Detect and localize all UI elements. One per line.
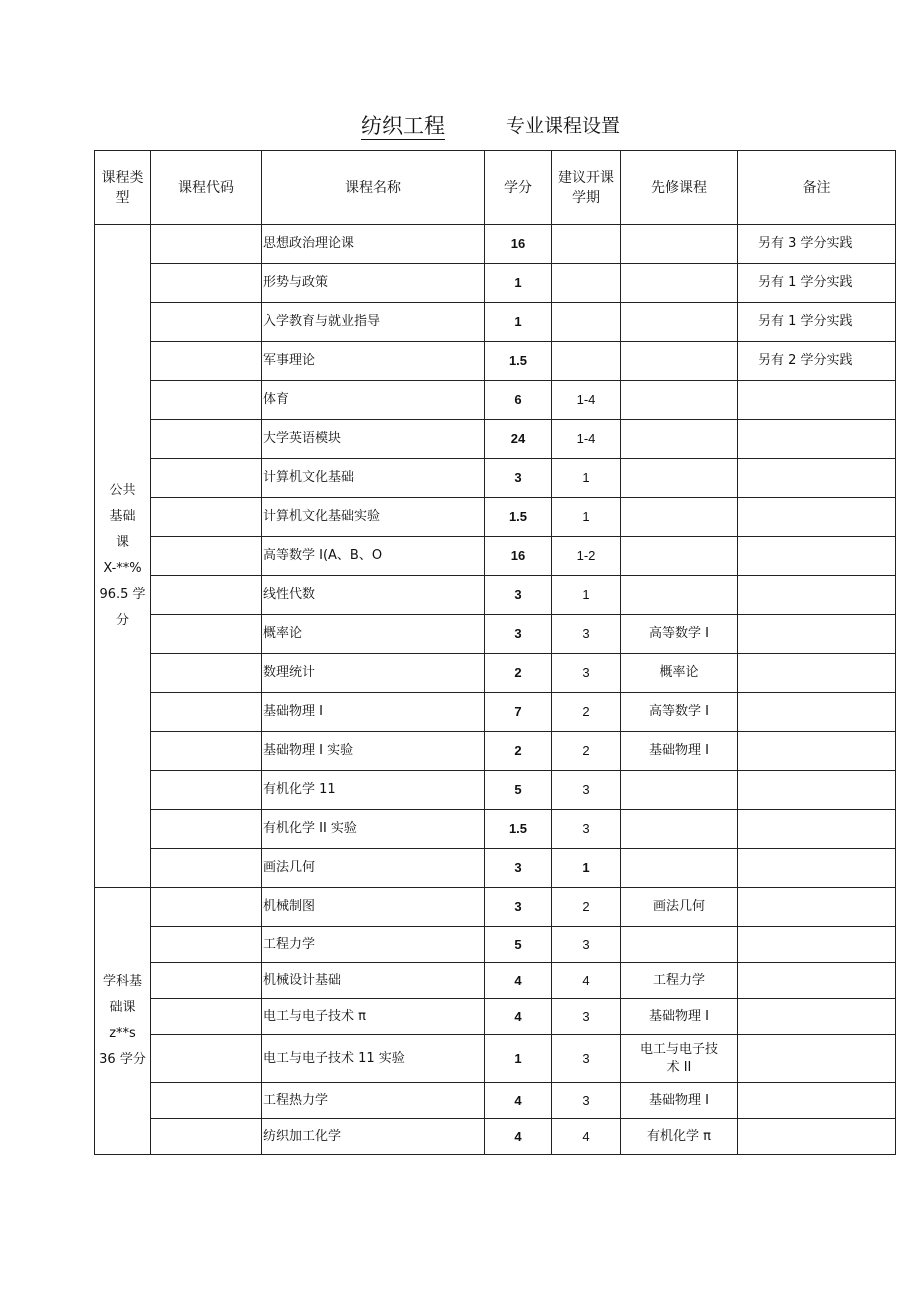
table-row (95, 963, 896, 999)
table-row (95, 537, 896, 576)
course-credits: 3 (485, 888, 552, 927)
course-code (151, 1119, 262, 1155)
title-rest: 专业课程设置 (506, 115, 621, 137)
course-credits: 5 (485, 927, 552, 963)
table-row (95, 615, 896, 654)
header-code: 课程代码 (151, 151, 262, 225)
course-prereq (621, 381, 738, 420)
course-name: 高等数学 I(A、B、O (262, 537, 485, 576)
table-row (95, 459, 896, 498)
course-semester: 1 (552, 498, 621, 537)
course-credits: 7 (485, 693, 552, 732)
course-note (738, 732, 896, 771)
table-row (95, 771, 896, 810)
course-semester (552, 225, 621, 264)
table-row (95, 849, 896, 888)
course-semester: 3 (552, 654, 621, 693)
course-name: 计算机文化基础实验 (262, 498, 485, 537)
course-note: 另有 2 学分实践 (738, 342, 896, 381)
course-semester: 1-2 (552, 537, 621, 576)
course-note (738, 999, 896, 1035)
course-name: 线性代数 (262, 576, 485, 615)
header-row (95, 151, 896, 225)
course-note (738, 1083, 896, 1119)
course-code (151, 888, 262, 927)
course-credits: 1.5 (485, 498, 552, 537)
course-semester: 3 (552, 999, 621, 1035)
table-row (95, 999, 896, 1035)
course-note (738, 576, 896, 615)
table-row (95, 888, 896, 927)
course-semester: 2 (552, 693, 621, 732)
course-code (151, 732, 262, 771)
course-note (738, 693, 896, 732)
page-title (0, 113, 920, 143)
course-note: 另有 1 学分实践 (738, 303, 896, 342)
prereq-line: 基础物理 I (649, 743, 709, 758)
course-prereq (621, 537, 738, 576)
course-credits: 1 (485, 303, 552, 342)
table-row (95, 225, 896, 264)
course-name: 概率论 (262, 615, 485, 654)
course-prereq (621, 963, 738, 999)
course-note (738, 771, 896, 810)
header-credits: 学分 (485, 151, 552, 225)
course-prereq (621, 303, 738, 342)
table-row (95, 264, 896, 303)
course-semester: 3 (552, 927, 621, 963)
course-semester: 1-4 (552, 420, 621, 459)
course-note (738, 810, 896, 849)
course-prereq (621, 927, 738, 963)
table-row (95, 342, 896, 381)
course-code (151, 1083, 262, 1119)
course-credits: 3 (485, 849, 552, 888)
prereq-line: 基础物理 I (649, 1092, 709, 1108)
course-semester: 3 (552, 771, 621, 810)
group-label-line: 础课 (109, 1000, 136, 1015)
course-note (738, 459, 896, 498)
course-prereq (621, 576, 738, 615)
prereq-line: 工程力学 (652, 972, 705, 988)
prereq-line: 基础物理 I (649, 1008, 709, 1024)
prereq-line: 高等数学 I (649, 704, 709, 719)
course-prereq (621, 810, 738, 849)
course-prereq (621, 849, 738, 888)
course-credits: 4 (485, 963, 552, 999)
header-semester: 建议开课 学期 (552, 151, 621, 225)
course-prereq (621, 264, 738, 303)
course-prereq (621, 999, 738, 1035)
table-row (95, 810, 896, 849)
header-prereq: 先修课程 (621, 151, 738, 225)
course-name: 入学教育与就业指导 (262, 303, 485, 342)
course-prereq (621, 615, 738, 654)
course-code (151, 420, 262, 459)
table-row (95, 1083, 896, 1119)
course-semester: 1 (552, 576, 621, 615)
group-label-line: X-**% (103, 561, 142, 576)
table-row (95, 1035, 896, 1083)
course-prereq (621, 420, 738, 459)
course-note (738, 1035, 896, 1083)
header-type: 课程类 型 (95, 151, 151, 225)
course-name: 计算机文化基础 (262, 459, 485, 498)
course-semester: 3 (552, 1083, 621, 1119)
course-credits: 2 (485, 732, 552, 771)
course-semester (552, 264, 621, 303)
prereq-line: 高等数学 I (649, 626, 709, 641)
course-name: 基础物理 I 实验 (262, 732, 485, 771)
course-code (151, 537, 262, 576)
course-note: 另有 1 学分实践 (738, 264, 896, 303)
course-prereq (621, 654, 738, 693)
course-semester: 3 (552, 810, 621, 849)
course-code (151, 576, 262, 615)
table-row (95, 693, 896, 732)
course-name: 体育 (262, 381, 485, 420)
course-name: 形势与政策 (262, 264, 485, 303)
course-code (151, 381, 262, 420)
course-code (151, 693, 262, 732)
prereq-line: 有机化学 π (647, 1128, 711, 1144)
table-row (95, 420, 896, 459)
table-row (95, 927, 896, 963)
group-label-line: 公共 (109, 483, 136, 498)
course-prereq (621, 225, 738, 264)
table-row (95, 732, 896, 771)
course-code (151, 225, 262, 264)
course-code (151, 654, 262, 693)
group-label-line: 分 (115, 613, 129, 628)
course-credits: 4 (485, 1083, 552, 1119)
course-name: 画法几何 (262, 849, 485, 888)
prereq-line: 电工与电子技 (639, 1041, 718, 1057)
course-name: 基础物理 I (262, 693, 485, 732)
prereq-line: 术 II (666, 1059, 692, 1075)
course-note (738, 615, 896, 654)
course-code (151, 459, 262, 498)
course-code (151, 498, 262, 537)
group-label-line: 36 学分 (99, 1052, 146, 1067)
header-note: 备注 (738, 151, 896, 225)
prereq-line: 画法几何 (652, 899, 705, 914)
course-name: 工程力学 (262, 927, 485, 963)
course-note: 另有 3 学分实践 (738, 225, 896, 264)
course-prereq (621, 771, 738, 810)
course-name: 纺织加工化学 (262, 1119, 485, 1155)
course-prereq (621, 1119, 738, 1155)
table-row (95, 381, 896, 420)
course-prereq (621, 693, 738, 732)
group-discipline-basic (95, 888, 151, 1155)
course-semester: 1 (552, 849, 621, 888)
course-prereq (621, 1083, 738, 1119)
course-note (738, 537, 896, 576)
course-semester: 3 (552, 1035, 621, 1083)
course-semester: 1 (552, 459, 621, 498)
course-prereq (621, 1035, 738, 1083)
course-credits: 1.5 (485, 810, 552, 849)
course-code (151, 771, 262, 810)
course-name: 有机化学 II 实验 (262, 810, 485, 849)
course-name: 工程热力学 (262, 1083, 485, 1119)
prereq-line: 概率论 (659, 665, 699, 680)
course-name: 有机化学 11 (262, 771, 485, 810)
title-major: 纺织工程 (361, 114, 445, 138)
course-code (151, 342, 262, 381)
table-row (95, 303, 896, 342)
course-credits: 16 (485, 225, 552, 264)
group-label-line: 96.5 学 (99, 587, 146, 602)
course-credits: 3 (485, 576, 552, 615)
course-semester (552, 342, 621, 381)
course-name: 电工与电子技术 π (262, 999, 485, 1035)
course-credits: 1.5 (485, 342, 552, 381)
course-name: 思想政治理论课 (262, 225, 485, 264)
course-table (94, 150, 896, 1155)
course-note (738, 1119, 896, 1155)
course-code (151, 1035, 262, 1083)
course-semester: 4 (552, 963, 621, 999)
group-label-line: 学科基 (102, 974, 142, 989)
group-public-basic (95, 225, 151, 888)
course-prereq (621, 888, 738, 927)
course-credits: 1 (485, 264, 552, 303)
course-credits: 24 (485, 420, 552, 459)
course-semester: 1-4 (552, 381, 621, 420)
course-credits: 2 (485, 654, 552, 693)
course-note (738, 381, 896, 420)
course-code (151, 999, 262, 1035)
course-name: 数理统计 (262, 654, 485, 693)
course-name: 机械制图 (262, 888, 485, 927)
course-note (738, 654, 896, 693)
course-credits: 4 (485, 1119, 552, 1155)
table-row (95, 498, 896, 537)
course-prereq (621, 498, 738, 537)
course-credits: 6 (485, 381, 552, 420)
course-credits: 4 (485, 999, 552, 1035)
course-credits: 3 (485, 615, 552, 654)
course-semester: 3 (552, 615, 621, 654)
table-row (95, 654, 896, 693)
course-code (151, 927, 262, 963)
course-code (151, 615, 262, 654)
course-note (738, 849, 896, 888)
table-row (95, 576, 896, 615)
course-name: 电工与电子技术 11 实验 (262, 1035, 485, 1083)
course-code (151, 264, 262, 303)
course-credits: 5 (485, 771, 552, 810)
course-note (738, 498, 896, 537)
course-name: 大学英语模块 (262, 420, 485, 459)
course-semester: 2 (552, 888, 621, 927)
course-name: 军事理论 (262, 342, 485, 381)
course-prereq (621, 732, 738, 771)
course-semester (552, 303, 621, 342)
course-semester: 4 (552, 1119, 621, 1155)
course-note (738, 888, 896, 927)
group-label-line: 课 (115, 535, 129, 550)
header-name: 课程名称 (262, 151, 485, 225)
table-row (95, 1119, 896, 1155)
course-code (151, 963, 262, 999)
course-semester: 2 (552, 732, 621, 771)
course-prereq (621, 342, 738, 381)
course-note (738, 420, 896, 459)
group-label-line: 基础 (109, 509, 136, 524)
course-code (151, 810, 262, 849)
course-name: 机械设计基础 (262, 963, 485, 999)
course-prereq (621, 459, 738, 498)
course-credits: 3 (485, 459, 552, 498)
course-note (738, 963, 896, 999)
course-code (151, 849, 262, 888)
course-credits: 1 (485, 1035, 552, 1083)
course-note (738, 927, 896, 963)
course-credits: 16 (485, 537, 552, 576)
course-code (151, 303, 262, 342)
group-label-line: z**s (109, 1026, 136, 1041)
